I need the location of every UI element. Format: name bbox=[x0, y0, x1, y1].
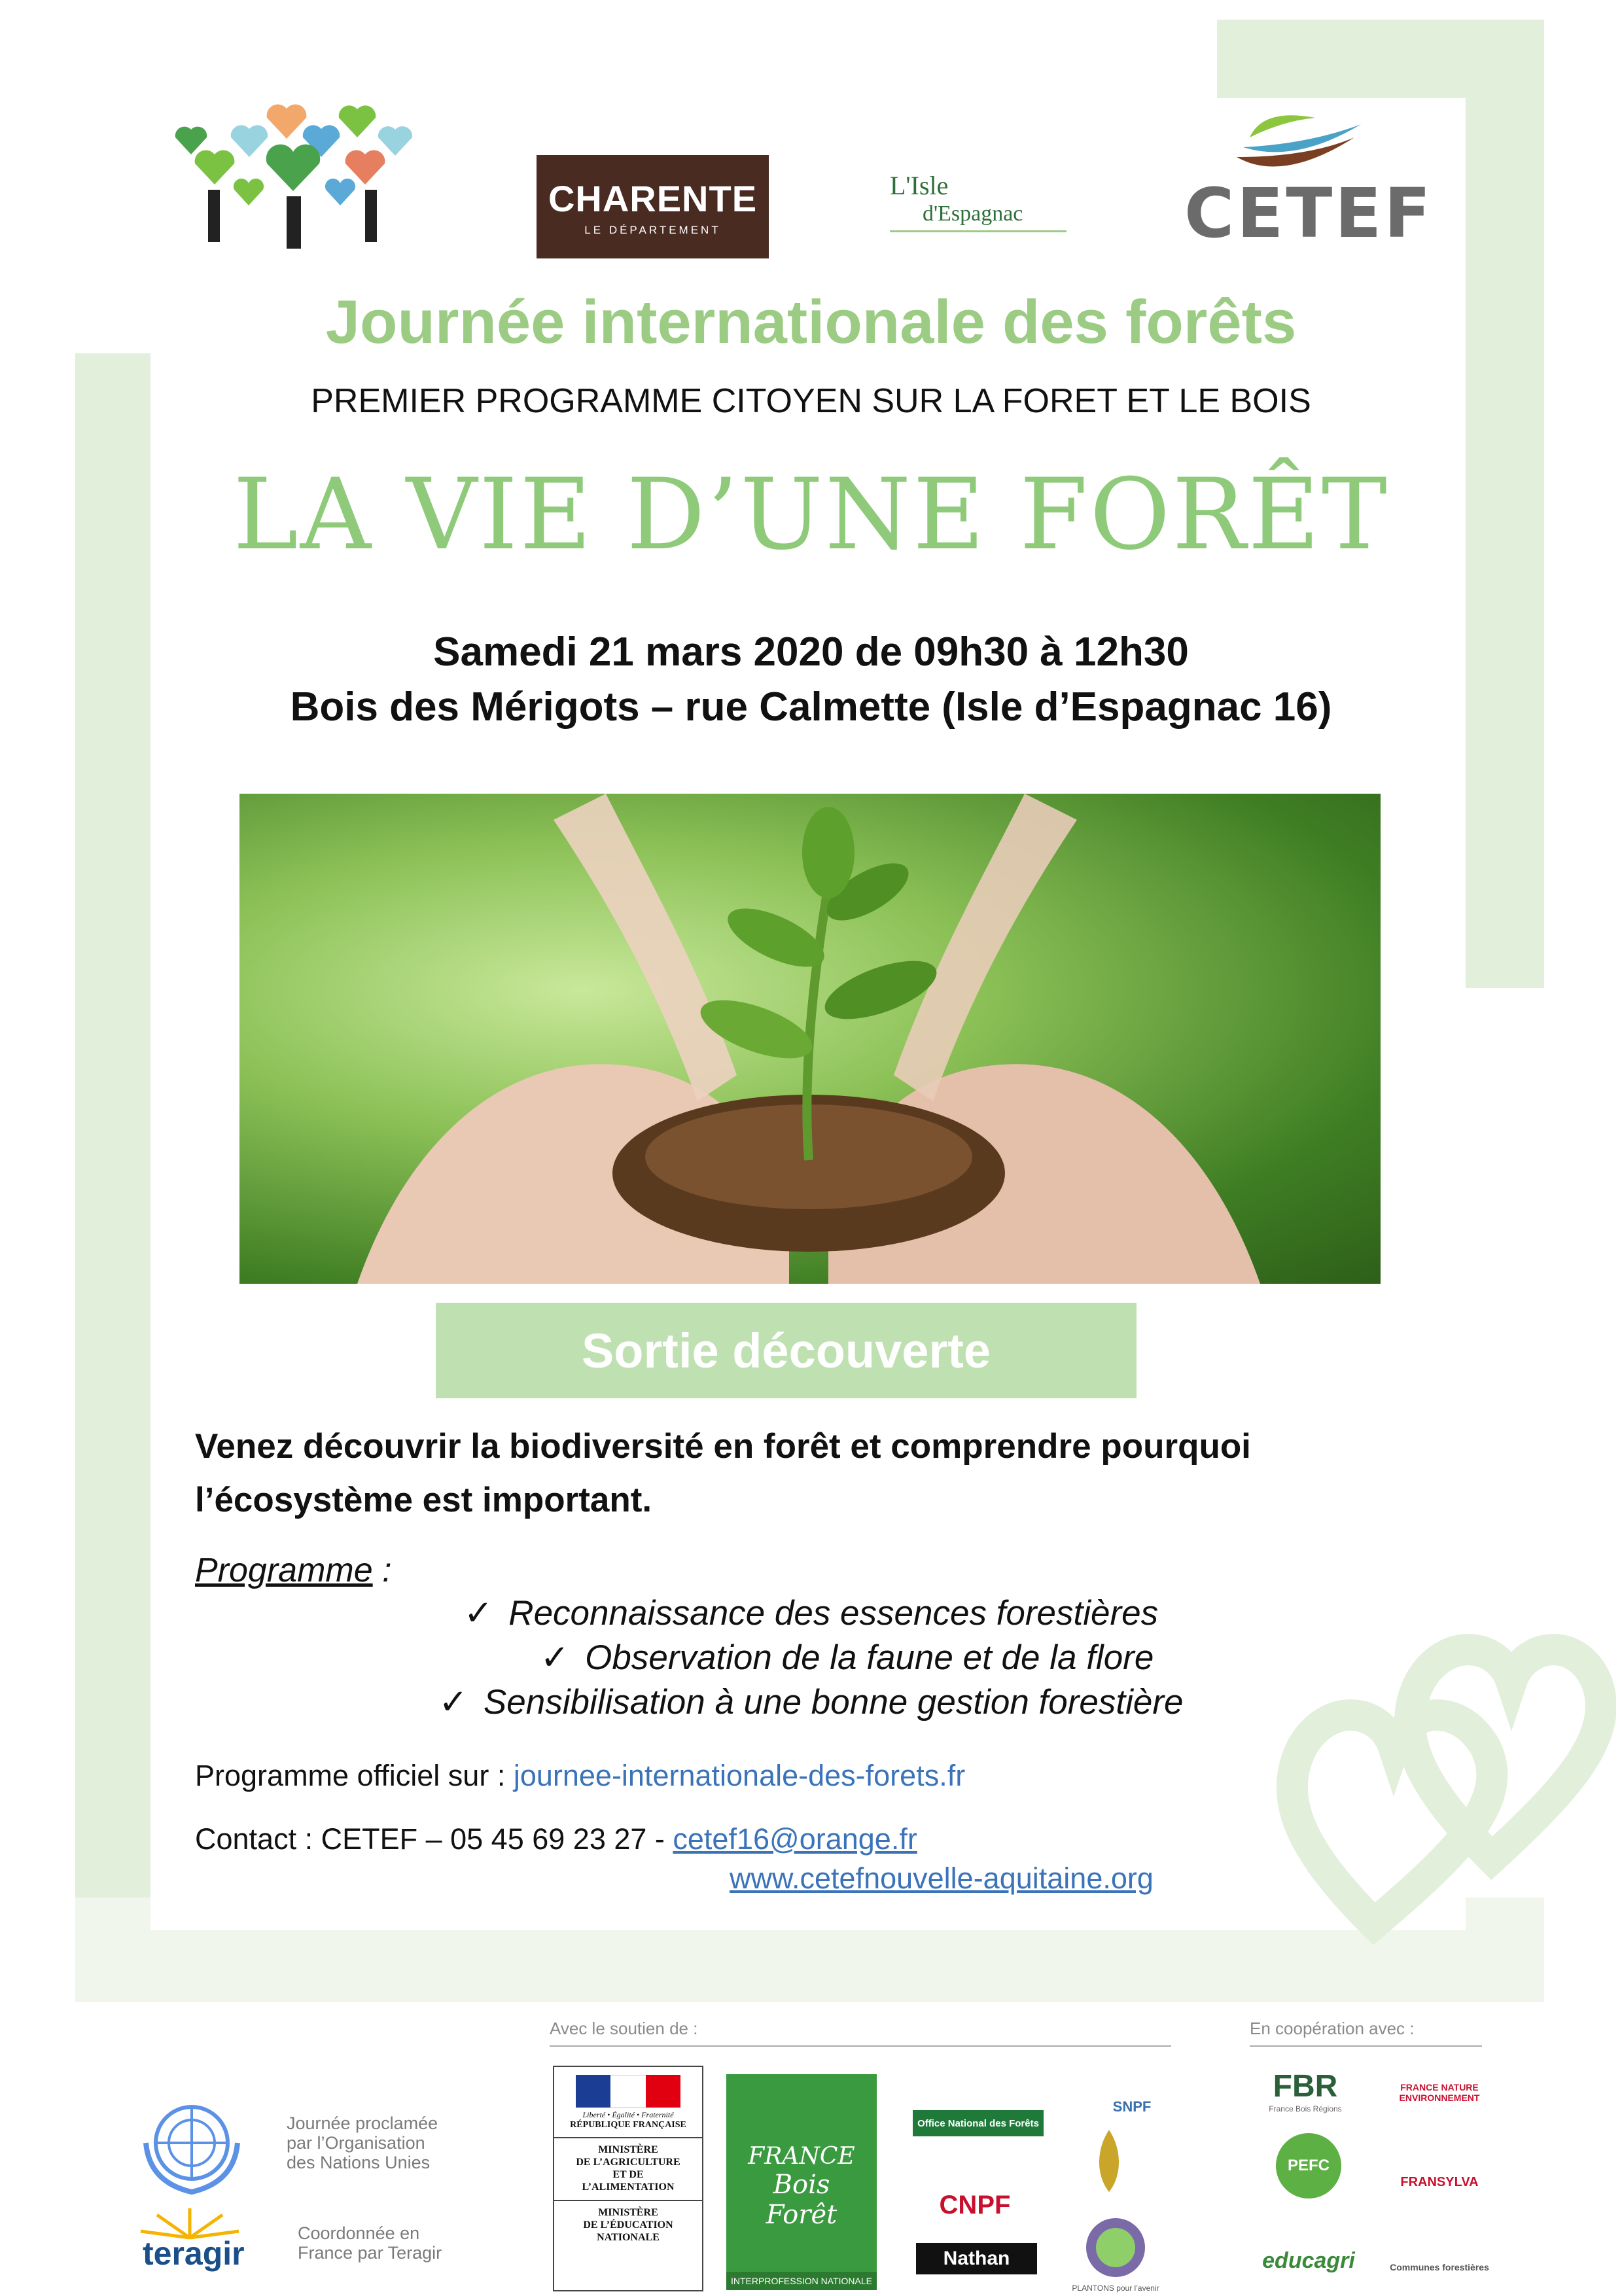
programme-item bbox=[0, 1682, 1622, 1722]
soutien-heading: Avec le soutien de : bbox=[550, 2019, 698, 2038]
fbf-line: Forêt bbox=[766, 2200, 837, 2230]
communes-forestieres-logo: Communes forestières bbox=[1390, 2262, 1489, 2272]
min-edu-line: MINISTÈRE bbox=[598, 2207, 658, 2218]
footer bbox=[0, 2002, 1622, 2296]
cnpf-logo: CNPF bbox=[939, 2190, 1011, 2219]
check-icon: ✓ bbox=[540, 1638, 570, 1677]
event-details bbox=[0, 625, 1622, 735]
hearts-trees-logo-icon bbox=[169, 92, 424, 255]
educagri-logo: educagri bbox=[1262, 2248, 1355, 2273]
min-agri-line: ET DE bbox=[612, 2169, 644, 2180]
fransylva-logo: FRANSYLVA bbox=[1400, 2174, 1479, 2189]
charente-logo-text: CHARENTE bbox=[548, 177, 758, 219]
un-text bbox=[287, 2113, 438, 2172]
contact-label: Contact : CETEF – 05 45 69 23 27 - bbox=[195, 1822, 673, 1856]
programme-label-colon: : bbox=[372, 1551, 392, 1589]
official-programme-line bbox=[195, 1759, 965, 1793]
fbf-line: FRANCE bbox=[748, 2143, 855, 2170]
french-flag-icon bbox=[576, 2075, 680, 2108]
cooperation-heading: En coopération avec : bbox=[1250, 2019, 1415, 2038]
teragir-text-line: France par Teragir bbox=[298, 2243, 442, 2263]
programme-item-text: Observation de la faune et de la flore bbox=[585, 1638, 1154, 1677]
event-place: Bois des Mérigots – rue Calmette (Isle d’Espagnac 16) bbox=[290, 684, 1332, 730]
fbr-logo-subtext: France Bois Régions bbox=[1269, 2104, 1342, 2113]
nathan-logo: Nathan bbox=[916, 2243, 1037, 2274]
teragir-logo-text: teragir bbox=[143, 2235, 245, 2272]
intro-text bbox=[195, 1420, 1438, 1527]
intro-line-1: Venez découvrir la biodiversité en forêt et comprendre pourquoi bbox=[195, 1427, 1251, 1466]
page-title: Journée internationale des forêts bbox=[325, 287, 1297, 356]
ministries-logo bbox=[553, 2066, 703, 2291]
min-edu-line: NATIONALE bbox=[597, 2232, 660, 2243]
programme-item bbox=[0, 1638, 1622, 1678]
min-edu bbox=[554, 2200, 702, 2244]
min-edu-line: DE L’ÉDUCATION bbox=[583, 2219, 673, 2231]
france-bois-foret-logo bbox=[726, 2074, 877, 2290]
snpf-emblem-icon bbox=[1073, 2123, 1145, 2195]
seedling-hands-image-icon bbox=[239, 794, 1381, 1284]
programme-label bbox=[195, 1551, 392, 1590]
rf-name: RÉPUBLIQUE FRANÇAISE bbox=[570, 2120, 686, 2130]
un-text-line: par l’Organisation bbox=[287, 2133, 425, 2153]
isle-espagnac-logo bbox=[883, 157, 1080, 242]
intro-line-2: l’écosystème est important. bbox=[195, 1481, 652, 1519]
cetef-logo bbox=[1184, 111, 1434, 255]
programme-item bbox=[0, 1593, 1622, 1633]
isle-logo-underline bbox=[890, 230, 1067, 232]
official-programme-link[interactable]: journee-internationale-des-forets.fr bbox=[513, 1759, 966, 1792]
un-text-line: des Nations Unies bbox=[287, 2153, 431, 2172]
programme-item-text: Reconnaissance des essences forestières bbox=[508, 1594, 1159, 1633]
fne-logo bbox=[1394, 2068, 1485, 2117]
rf-motto: Liberté • Égalité • Fraternité bbox=[582, 2110, 674, 2119]
cooperation-rule bbox=[1250, 2045, 1482, 2047]
seedling-hands-photo bbox=[239, 794, 1381, 1284]
plantons-logo-text: PLANTONS pour l’avenir bbox=[1072, 2284, 1159, 2293]
main-title: LA VIE D’UNE FORÊT bbox=[233, 458, 1389, 572]
pefc-logo: PEFC bbox=[1276, 2133, 1341, 2199]
website-link[interactable]: www.cetefnouvelle-aquitaine.org bbox=[730, 1862, 1154, 1895]
page-subtitle: PREMIER PROGRAMME CITOYEN SUR LA FORET ET LE BOIS bbox=[311, 382, 1311, 420]
fbf-line: INTERPROFESSION NATIONALE bbox=[726, 2272, 877, 2290]
isle-logo-line2: d'Espagnac bbox=[923, 202, 1023, 226]
cetef-leaf-icon bbox=[1224, 111, 1381, 177]
min-agri-line: MINISTÈRE bbox=[598, 2144, 658, 2155]
cetef-logo-text: CETEF bbox=[1184, 173, 1434, 253]
programme-label-text: Programme bbox=[195, 1551, 373, 1589]
fne-logo-line: FRANCE NATURE bbox=[1400, 2081, 1479, 2093]
fbr-logo bbox=[1246, 2064, 1364, 2117]
onf-logo: Office National des Forêts bbox=[913, 2110, 1044, 2136]
frame-right-strip bbox=[1466, 249, 1544, 988]
min-agri-line: L’ALIMENTATION bbox=[582, 2181, 675, 2193]
un-text-line: Journée proclamée bbox=[287, 2113, 438, 2133]
plantons-emblem-icon bbox=[1080, 2212, 1152, 2290]
teragir-text bbox=[298, 2223, 442, 2263]
programme-item-text: Sensibilisation à une bonne gestion forestière bbox=[483, 1683, 1184, 1722]
snpf-logo: SNPF bbox=[1112, 2098, 1152, 2115]
charente-logo bbox=[537, 155, 769, 258]
sortie-banner: Sortie découverte bbox=[436, 1303, 1137, 1398]
teragir-text-line: Coordonnée en bbox=[298, 2223, 420, 2243]
isle-logo-line1: L'Isle bbox=[890, 171, 949, 200]
fne-logo-line: ENVIRONNEMENT bbox=[1399, 2092, 1480, 2103]
min-agri-line: DE L’AGRICULTURE bbox=[576, 2157, 680, 2168]
un-emblem-icon bbox=[136, 2097, 247, 2195]
charente-logo-subtext: LE DÉPARTEMENT bbox=[584, 223, 721, 236]
min-agri bbox=[554, 2137, 702, 2193]
soutien-rule bbox=[550, 2045, 1171, 2047]
fbr-logo-text: FBR bbox=[1273, 2068, 1338, 2104]
event-date: Samedi 21 mars 2020 de 09h30 à 12h30 bbox=[433, 629, 1189, 675]
contact-email-link[interactable]: cetef16@orange.fr bbox=[673, 1822, 917, 1856]
fbf-line: Bois bbox=[773, 2170, 830, 2200]
contact-line bbox=[195, 1822, 917, 1856]
check-icon: ✓ bbox=[463, 1594, 493, 1633]
official-programme-label: Programme officiel sur : bbox=[195, 1759, 514, 1792]
check-icon: ✓ bbox=[438, 1683, 468, 1722]
